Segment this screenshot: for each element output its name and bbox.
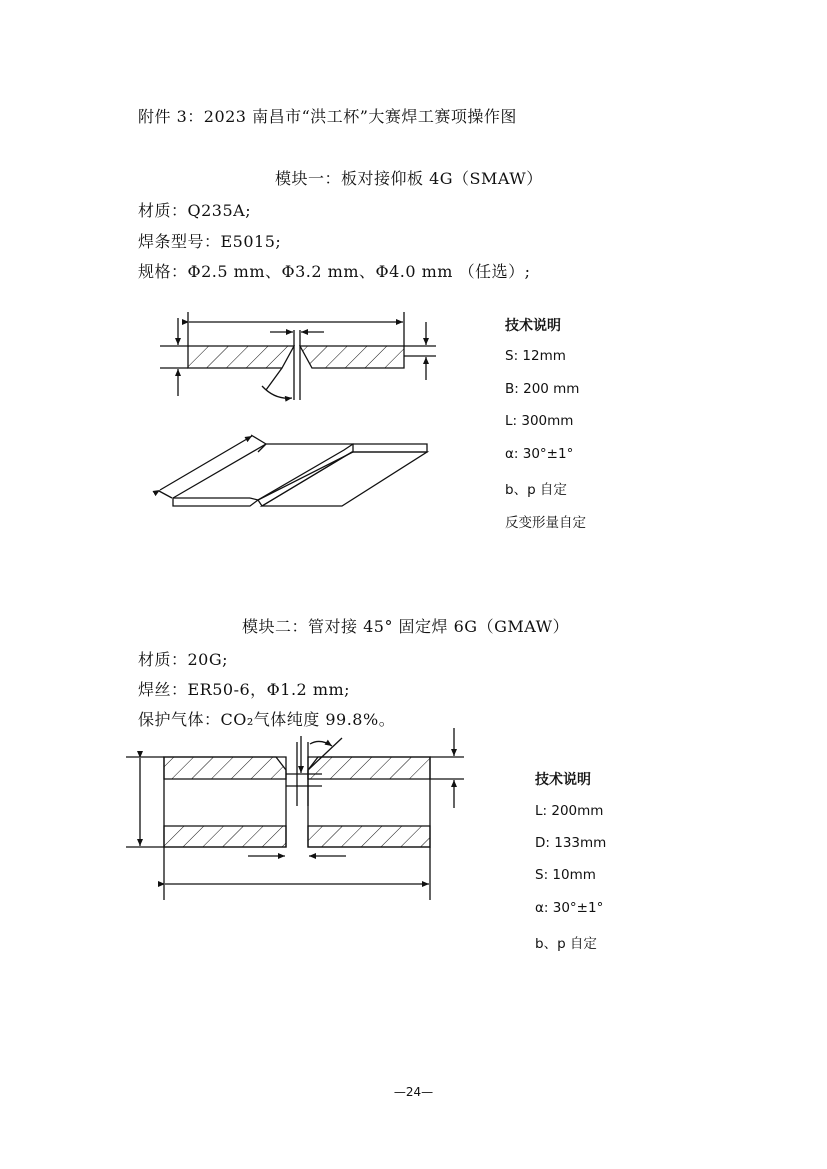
document-title: 附件 3：2023 南昌市“洪工杯”大赛焊工赛项操作图	[138, 107, 517, 126]
module2-spec-alpha: α: 30°±1°	[535, 900, 604, 916]
module2-spec-d: D: 133mm	[535, 835, 607, 851]
module1-spec-deformation: 反变形量自定	[505, 515, 586, 531]
module2-spec-l: L: 200mm	[535, 803, 604, 819]
page-number: —24—	[393, 1085, 434, 1099]
module2-wire: 焊丝：ER50-6，Φ1.2 mm;	[138, 680, 351, 699]
module1-electrode: 焊条型号：E5015;	[138, 232, 282, 251]
module2-spec-s: S: 10mm	[535, 867, 596, 883]
module2-spec-title: 技术说明	[535, 772, 591, 788]
module2-material: 材质：20G;	[138, 650, 229, 669]
module1-material: 材质：Q235A;	[138, 201, 252, 220]
module2-spec-bp: b、p 自定	[535, 936, 597, 952]
module1-spec-bp: b、p 自定	[505, 482, 567, 498]
module1-spec-s: S: 12mm	[505, 348, 566, 364]
module2-gas: 保护气体：CO₂气体纯度 99.8%。	[138, 710, 396, 729]
module1-spec-title: 技术说明	[505, 318, 561, 334]
module1-spec-l: L: 300mm	[505, 413, 574, 429]
module1-heading: 模块一：板对接仰板 4G（SMAW）	[275, 169, 543, 188]
pipe-cross-section	[126, 728, 464, 900]
module1-spec-b: B: 200 mm	[505, 381, 580, 397]
module1-spec: 规格：Φ2.5 mm、Φ3.2 mm、Φ4.0 mm （任选）;	[138, 262, 531, 281]
module2-heading: 模块二：管对接 45° 固定焊 6G（GMAW）	[242, 617, 570, 636]
module1-spec-alpha: α: 30°±1°	[505, 446, 574, 462]
